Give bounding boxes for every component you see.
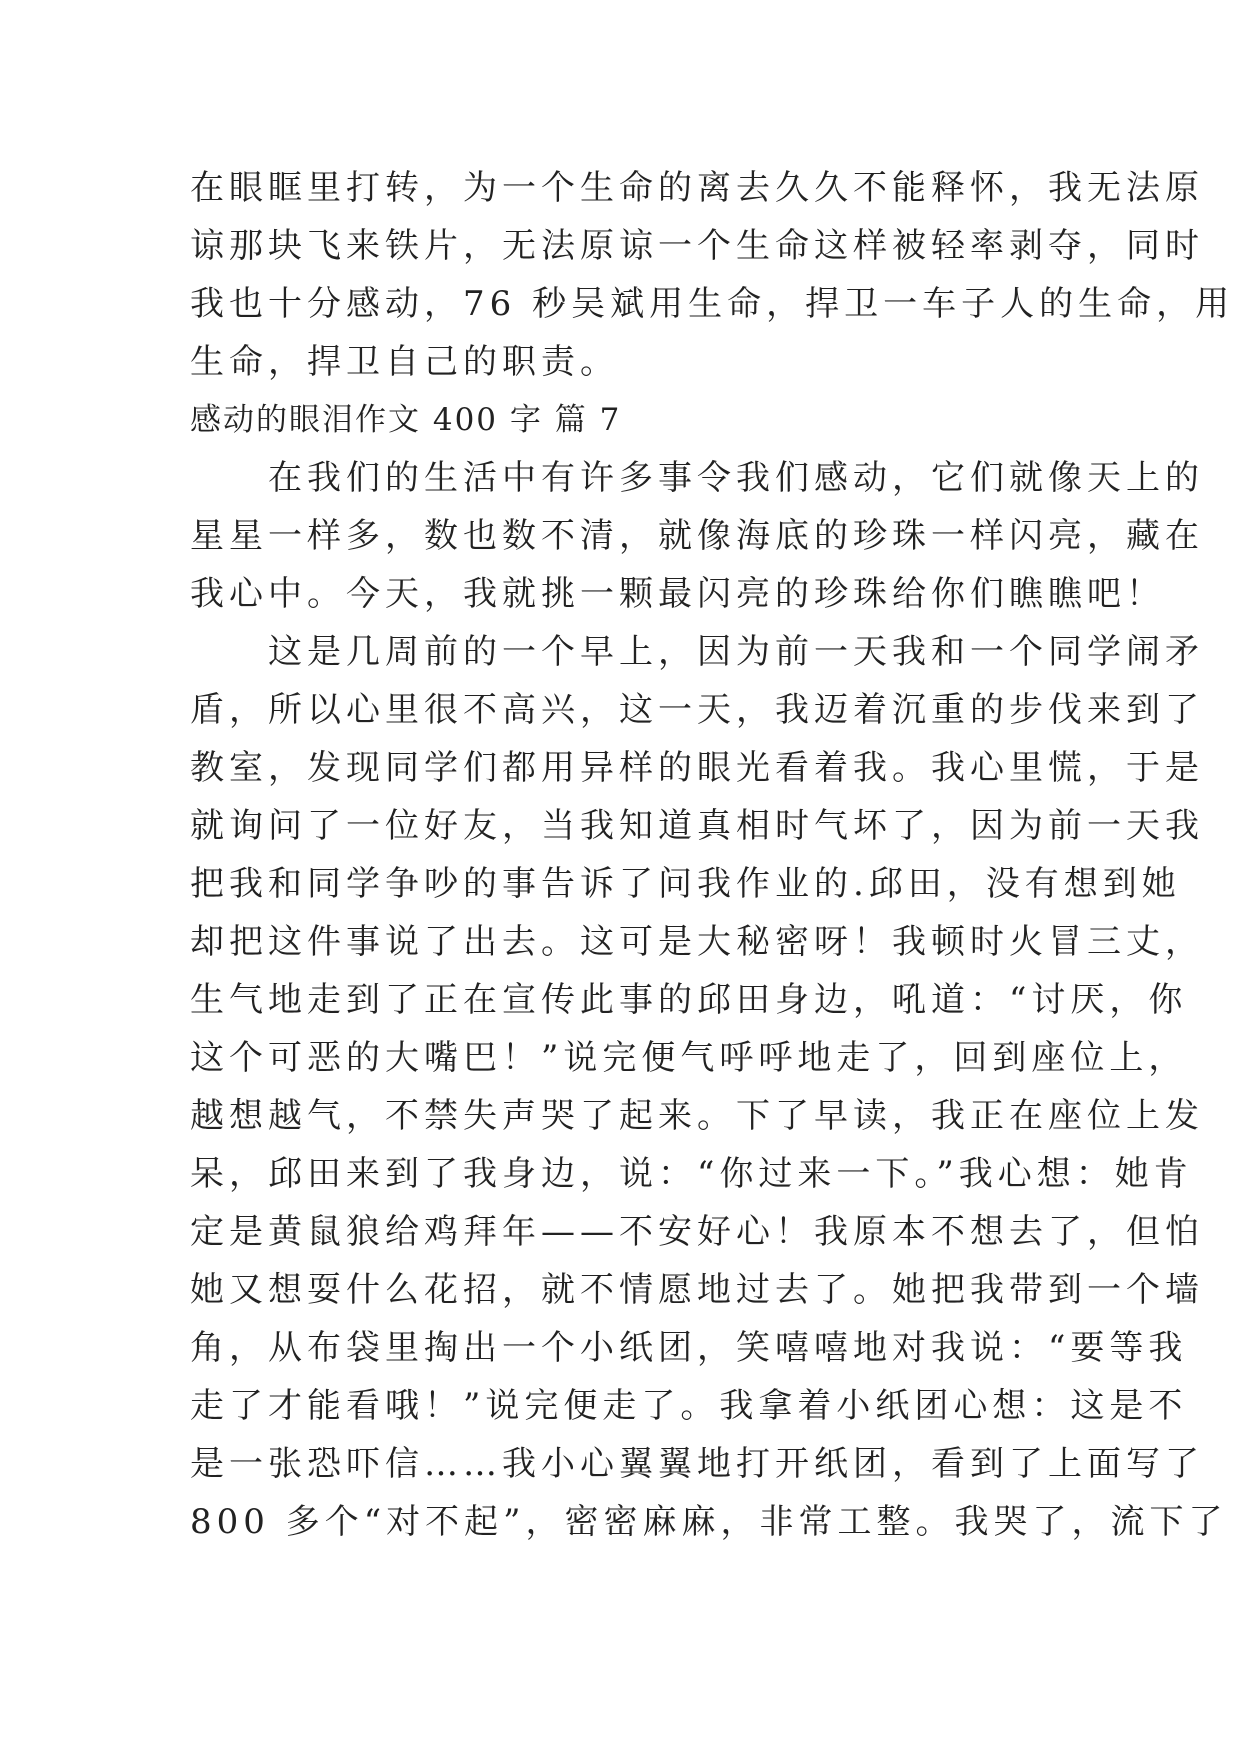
text-line: 我也十分感动，76 秒吴斌用生命，捍卫一车子人的生命，用 xyxy=(190,284,1235,324)
text-line: 她又想耍什么花招，就不情愿地过去了。她把我带到一个墙 xyxy=(190,1270,1204,1310)
text-line: 盾，所以心里很不高兴，这一天，我迈着沉重的步伐来到了 xyxy=(190,690,1204,730)
text-line: 是一张恐吓信……我小心翼翼地打开纸团，看到了上面写了 xyxy=(190,1444,1204,1484)
text-line: 这个可恶的大嘴巴！”说完便气呼呼地走了，回到座位上， xyxy=(190,1038,1188,1078)
text-line: 在眼眶里打转，为一个生命的离去久久不能释怀，我无法原 xyxy=(190,168,1204,208)
text-line: 就询问了一位好友，当我知道真相时气坏了，因为前一天我 xyxy=(190,806,1204,846)
text-line: 教室，发现同学们都用异样的眼光看着我。我心里慌，于是 xyxy=(190,748,1204,788)
text-line: 越想越气，不禁失声哭了起来。下了早读，我正在座位上发 xyxy=(190,1096,1204,1136)
text-line: 在我们的生活中有许多事令我们感动，它们就像天上的 xyxy=(190,458,1204,498)
text-line: 却把这件事说了出去。这可是大秘密呀！我顿时火冒三丈， xyxy=(190,922,1204,962)
text-line: 走了才能看哦！”说完便走了。我拿着小纸团心想：这是不 xyxy=(190,1386,1188,1426)
text-line: 谅那块飞来铁片，无法原谅一个生命这样被轻率剥夺，同时 xyxy=(190,226,1204,266)
text-line: 生气地走到了正在宣传此事的邱田身边，吼道：“讨厌，你 xyxy=(190,980,1188,1020)
text-line: 呆，邱田来到了我身边，说：“你过来一下。”我心想：她肯 xyxy=(190,1154,1193,1194)
section-heading: 感动的眼泪作文 400 字 篇 7 xyxy=(190,402,622,438)
text-line: 我心中。今天，我就挑一颗最闪亮的珍珠给你们瞧瞧吧！ xyxy=(190,574,1165,614)
text-line: 角，从布袋里掏出一个小纸团，笑嘻嘻地对我说：“要等我 xyxy=(190,1328,1188,1368)
text-line: 800 多个“对不起”，密密麻麻，非常工整。我哭了，流下了 xyxy=(190,1502,1228,1542)
document-body xyxy=(190,159,1235,1551)
text-line: 星星一样多，数也数不清，就像海底的珍珠一样闪亮，藏在 xyxy=(190,516,1204,556)
text-line: 这是几周前的一个早上，因为前一天我和一个同学闹矛 xyxy=(190,632,1204,672)
text-line: 定是黄鼠狼给鸡拜年——不安好心！我原本不想去了，但怕 xyxy=(190,1212,1204,1252)
text-line: 生命，捍卫自己的职责。 xyxy=(190,342,619,382)
text-line: 把我和同学争吵的事告诉了问我作业的.邱田，没有想到她 xyxy=(190,864,1181,904)
